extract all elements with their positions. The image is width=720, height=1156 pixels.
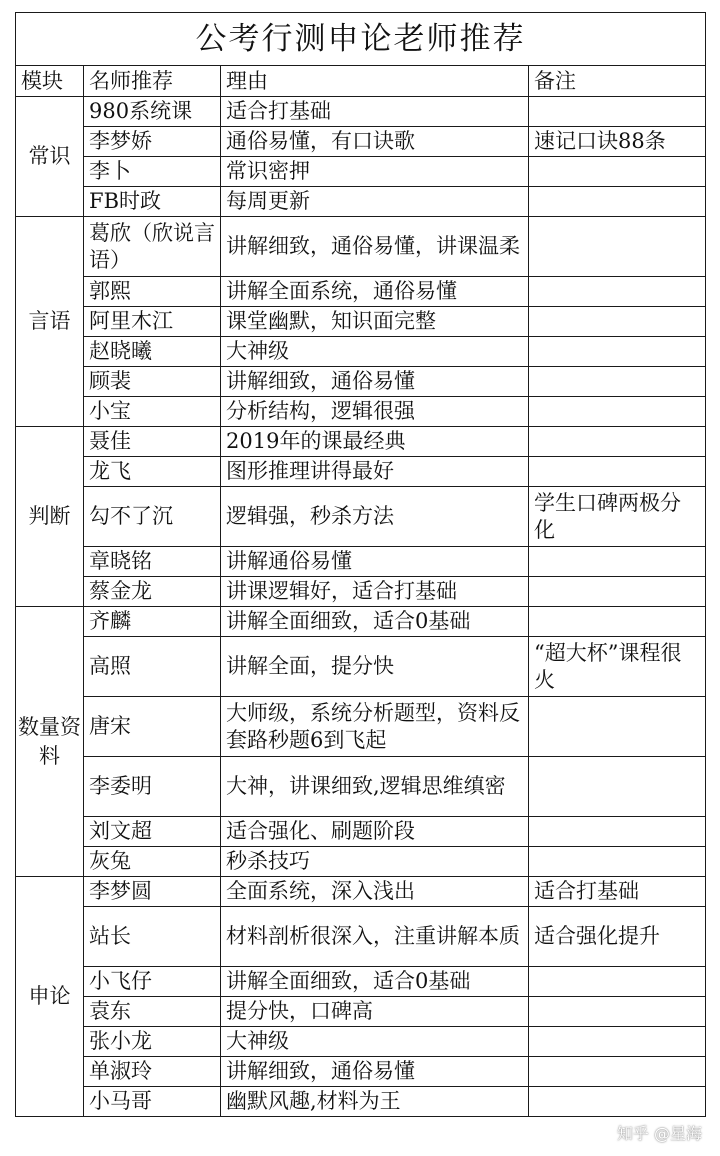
header-note: 备注 [529, 66, 706, 97]
teacher-cell: 灰兔 [84, 847, 221, 877]
teacher-cell: 赵晓曦 [84, 337, 221, 367]
header-reason: 理由 [221, 66, 529, 97]
table-row [16, 487, 706, 547]
reason-cell: 幽默风趣,材料为王 [221, 1087, 529, 1117]
teacher-cell: 高照 [84, 637, 221, 697]
reason-cell: 课堂幽默，知识面完整 [221, 307, 529, 337]
teacher-cell: 站长 [84, 907, 221, 967]
note-cell [529, 187, 706, 217]
reason-cell: 提分快，口碑高 [221, 997, 529, 1027]
teacher-cell: 郭熙 [84, 277, 221, 307]
reason-cell: 2019年的课最经典 [221, 427, 529, 457]
reason-cell: 讲解细致，通俗易懂 [221, 1057, 529, 1087]
reason-cell: 图形推理讲得最好 [221, 457, 529, 487]
note-cell [529, 997, 706, 1027]
teacher-cell: 980系统课 [84, 97, 221, 127]
table-row [16, 817, 706, 847]
reason-cell: 讲课逻辑好，适合打基础 [221, 577, 529, 607]
teacher-cell: 小马哥 [84, 1087, 221, 1117]
reason-cell: 讲解细致，通俗易懂 [221, 367, 529, 397]
teacher-cell: 蔡金龙 [84, 577, 221, 607]
teacher-cell: 李梦娇 [84, 127, 221, 157]
table-row [16, 367, 706, 397]
table-row [16, 1057, 706, 1087]
teacher-cell: 李梦圆 [84, 877, 221, 907]
reason-cell: 大神，讲课细致,逻辑思维缜密 [221, 757, 529, 817]
note-cell: 学生口碑两极分化 [529, 487, 706, 547]
note-cell [529, 367, 706, 397]
teacher-cell: 唐宋 [84, 697, 221, 757]
note-cell [529, 967, 706, 997]
note-cell [529, 277, 706, 307]
note-cell [529, 547, 706, 577]
table-row [16, 427, 706, 457]
note-cell [529, 757, 706, 817]
module-cell: 数量资料 [16, 607, 84, 877]
reason-cell: 大神级 [221, 337, 529, 367]
note-cell: 速记口诀88条 [529, 127, 706, 157]
module-cell: 言语 [16, 217, 84, 427]
table-row [16, 127, 706, 157]
note-cell [529, 157, 706, 187]
teacher-cell: 顾裴 [84, 367, 221, 397]
note-cell [529, 307, 706, 337]
reason-cell: 大神级 [221, 1027, 529, 1057]
teacher-cell: 章晓铭 [84, 547, 221, 577]
teacher-cell: 李卜 [84, 157, 221, 187]
teacher-cell: 聂佳 [84, 427, 221, 457]
title-row [16, 13, 706, 66]
reason-cell: 分析结构，逻辑很强 [221, 397, 529, 427]
reason-cell: 全面系统，深入浅出 [221, 877, 529, 907]
table-row [16, 997, 706, 1027]
note-cell [529, 607, 706, 637]
module-cell: 常识 [16, 97, 84, 217]
table-row [16, 1087, 706, 1117]
table-title: 公考行测申论老师推荐 [16, 13, 706, 66]
teacher-cell: 勾不了沉 [84, 487, 221, 547]
table-row [16, 607, 706, 637]
note-cell [529, 577, 706, 607]
reason-cell: 讲解全面，提分快 [221, 637, 529, 697]
reason-cell: 逻辑强，秒杀方法 [221, 487, 529, 547]
note-cell [529, 397, 706, 427]
teacher-cell: 小宝 [84, 397, 221, 427]
note-cell [529, 427, 706, 457]
module-cell: 申论 [16, 877, 84, 1117]
table-row [16, 847, 706, 877]
teacher-cell: 小飞仔 [84, 967, 221, 997]
teacher-cell: 袁东 [84, 997, 221, 1027]
zhihu-watermark: 知乎 @星海 [616, 1124, 702, 1143]
teacher-cell: 张小龙 [84, 1027, 221, 1057]
table-row [16, 637, 706, 697]
table-row [16, 757, 706, 817]
reason-cell: 大师级，系统分析题型，资料反套路秒题6到飞起 [221, 697, 529, 757]
table-row [16, 397, 706, 427]
table-row [16, 307, 706, 337]
module-cell: 判断 [16, 427, 84, 607]
note-cell [529, 847, 706, 877]
note-cell [529, 697, 706, 757]
table-row [16, 877, 706, 907]
table-row [16, 547, 706, 577]
table-row [16, 157, 706, 187]
table-row [16, 967, 706, 997]
teacher-cell: FB时政 [84, 187, 221, 217]
note-cell [529, 1027, 706, 1057]
note-cell [529, 97, 706, 127]
note-cell [529, 457, 706, 487]
header-row [16, 66, 706, 97]
table-row [16, 187, 706, 217]
header-teacher: 名师推荐 [84, 66, 221, 97]
reason-cell: 讲解全面细致，适合0基础 [221, 607, 529, 637]
note-cell [529, 217, 706, 277]
reason-cell: 讲解全面细致，适合0基础 [221, 967, 529, 997]
note-cell [529, 1057, 706, 1087]
table-row [16, 697, 706, 757]
table-row [16, 337, 706, 367]
table-row [16, 97, 706, 127]
note-cell: 适合强化提升 [529, 907, 706, 967]
teacher-cell: 龙飞 [84, 457, 221, 487]
teacher-cell: 李委明 [84, 757, 221, 817]
header-module: 模块 [16, 66, 84, 97]
recommendation-table [15, 12, 706, 1117]
teacher-cell: 葛欣（欣说言语） [84, 217, 221, 277]
reason-cell: 通俗易懂，有口诀歌 [221, 127, 529, 157]
teacher-cell: 齐麟 [84, 607, 221, 637]
reason-cell: 常识密押 [221, 157, 529, 187]
note-cell [529, 337, 706, 367]
table-row [16, 457, 706, 487]
table-body [16, 97, 706, 1117]
reason-cell: 材料剖析很深入，注重讲解本质 [221, 907, 529, 967]
reason-cell: 适合打基础 [221, 97, 529, 127]
note-cell [529, 817, 706, 847]
teacher-cell: 阿里木江 [84, 307, 221, 337]
note-cell [529, 1087, 706, 1117]
reason-cell: 讲解全面系统，通俗易懂 [221, 277, 529, 307]
reason-cell: 适合强化、刷题阶段 [221, 817, 529, 847]
teacher-cell: 刘文超 [84, 817, 221, 847]
table-row [16, 577, 706, 607]
teacher-cell: 单淑玲 [84, 1057, 221, 1087]
reason-cell: 讲解细致，通俗易懂，讲课温柔 [221, 217, 529, 277]
note-cell: 适合打基础 [529, 877, 706, 907]
reason-cell: 秒杀技巧 [221, 847, 529, 877]
reason-cell: 每周更新 [221, 187, 529, 217]
table-row [16, 277, 706, 307]
table-row [16, 217, 706, 277]
table-row [16, 907, 706, 967]
reason-cell: 讲解通俗易懂 [221, 547, 529, 577]
note-cell: “超大杯”课程很火 [529, 637, 706, 697]
table-row [16, 1027, 706, 1057]
